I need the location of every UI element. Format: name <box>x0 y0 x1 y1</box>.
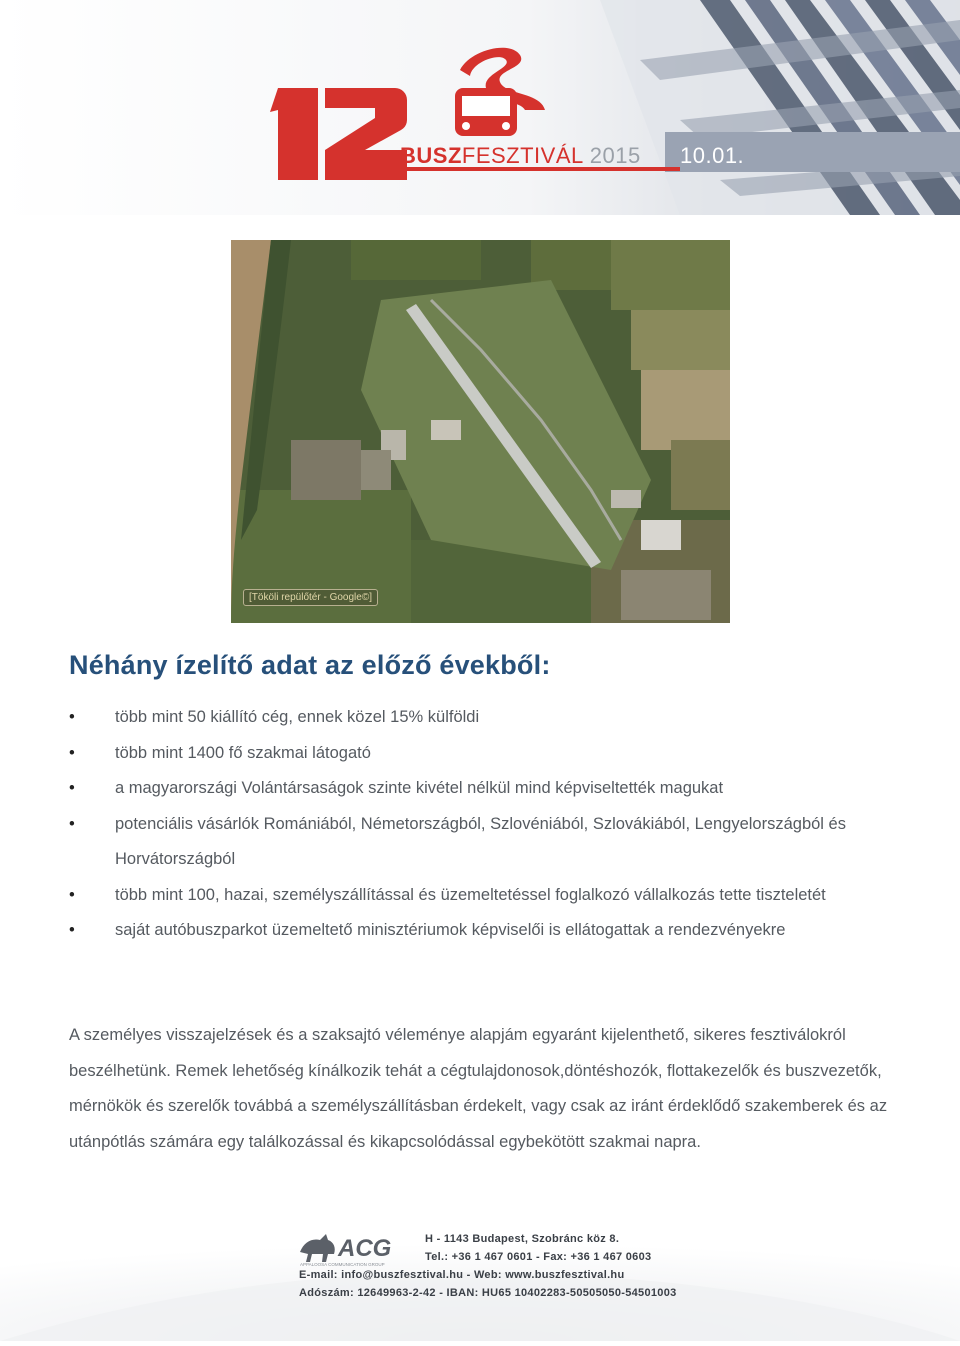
brand-rest: FESZTIVÁL <box>461 143 584 168</box>
bullet-icon: • <box>69 814 75 833</box>
svg-text:ACG: ACG <box>338 1235 392 1262</box>
aerial-photo <box>231 240 730 623</box>
summary-paragraph: A személyes visszajelzések és a szaksajtó véleménye alapjám egyaránt kijelenthető, sikeres fesztiválokról beszélhetünk. Remek lehetőség kínálkozik tehát a cégtulajdonosok,döntéshozók, flottakezelők és buszvezetők, mérnökök és szerelők továbbá a személyszállításban érdekelt, vagy csak az iránt érdeklődő szakemberek és az utánpótlás számára egy találkozással és kikapcsolódással egybekötött szakmai napra. <box>69 1026 888 1151</box>
bullet-icon: • <box>69 779 75 797</box>
festival-year: 2015 <box>589 143 641 168</box>
acg-logo <box>298 1228 408 1273</box>
bullet-icon: • <box>69 921 75 939</box>
footer-tax: Adószám: 12649963-2-42 - IBAN: HU65 10402283-50505050-54501003 <box>299 1287 677 1299</box>
list-item: • potenciális vásárlók Romániából, Németországból, Szlovéniából, Szlovákiából, Lengyelországból és Horvátországból <box>69 807 899 878</box>
horse-icon <box>298 1228 408 1268</box>
photo-caption: [Tököli repülőtér - Google©] <box>243 589 378 606</box>
section-title: Néhány ízelítő adat az előző évekből: <box>69 650 551 680</box>
bullet-icon: • <box>69 885 75 904</box>
airfield-image <box>231 240 730 623</box>
svg-text:APPALOOSA COMMUNICATION GROUP: APPALOOSA COMMUNICATION GROUP <box>300 1262 385 1267</box>
festival-date: 10.01. <box>680 143 745 168</box>
brand-bold: BUSZ <box>400 143 462 168</box>
footer-email-web: E-mail: info@buszfesztival.hu - Web: www.buszfesztival.hu <box>299 1269 625 1281</box>
footer-address: H - 1143 Budapest, Szobránc köz 8. <box>425 1233 620 1245</box>
bullet-icon: • <box>69 708 75 726</box>
list-item: • több mint 50 kiállító cég, ennek közel 15% külföldi <box>69 700 899 736</box>
list-item: • saját autóbuszparkot üzemeltető minisztériumok képviselői is ellátogattak a rendezvényekre <box>69 913 899 949</box>
list-item: • a magyarországi Volántársaságok szinte kivétel nélkül mind képviseltették magukat <box>69 771 899 807</box>
list-item: • több mint 1400 fő szakmai látogató <box>69 736 899 772</box>
highlights-list <box>69 700 899 949</box>
footer-phone: Tel.: +36 1 467 0601 - Fax: +36 1 467 0603 <box>425 1251 652 1263</box>
bullet-icon: • <box>69 743 75 762</box>
festival-title <box>400 143 641 169</box>
header-background <box>0 0 960 215</box>
page-header <box>0 0 960 215</box>
list-item: • több mint 100, hazai, személyszállítással és üzemeltetéssel foglalkozó vállalkozás tette tiszteletét <box>69 878 899 914</box>
